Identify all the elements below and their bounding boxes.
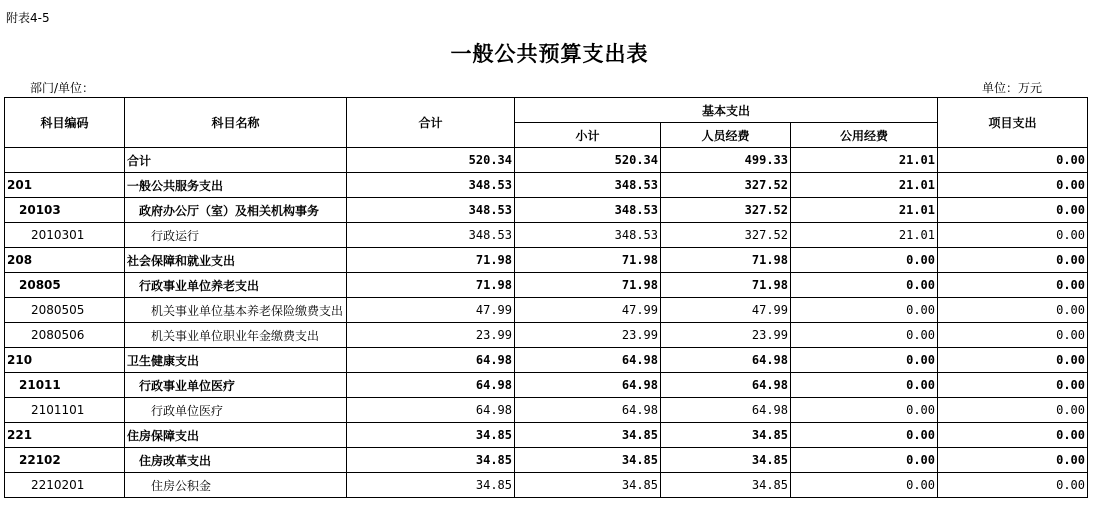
table-row [5,223,1088,248]
row-public: 21.01 [791,223,938,248]
row-public: 0.00 [791,298,938,323]
row-name: 政府办公厅（室）及相关机构事务 [125,198,347,223]
row-total: 34.85 [347,473,515,498]
row-subtotal: 348.53 [515,173,661,198]
row-total: 348.53 [347,223,515,248]
row-code: 221 [5,423,125,448]
row-code: 2080506 [5,323,125,348]
row-public: 0.00 [791,423,938,448]
row-name: 住房保障支出 [125,423,347,448]
row-code: 201 [5,173,125,198]
row-subtotal: 34.85 [515,448,661,473]
row-code: 2101101 [5,398,125,423]
table-row [5,473,1088,498]
row-personnel: 327.52 [661,173,791,198]
row-personnel: 71.98 [661,273,791,298]
row-project: 0.00 [938,198,1088,223]
row-total: 348.53 [347,173,515,198]
row-subtotal: 64.98 [515,373,661,398]
row-public: 21.01 [791,173,938,198]
row-public: 0.00 [791,473,938,498]
header-total: 合计 [347,98,515,148]
row-total: 71.98 [347,248,515,273]
row-code: 21011 [5,373,125,398]
header-personnel: 人员经费 [661,123,791,148]
row-project: 0.00 [938,223,1088,248]
row-total: 34.85 [347,448,515,473]
row-project: 0.00 [938,423,1088,448]
table-row [5,398,1088,423]
row-subtotal: 34.85 [515,423,661,448]
row-code: 2080505 [5,298,125,323]
row-code: 210 [5,348,125,373]
table-body [5,148,1088,498]
row-personnel: 327.52 [661,198,791,223]
table-row [5,423,1088,448]
row-name: 一般公共服务支出 [125,173,347,198]
row-total: 23.99 [347,323,515,348]
table-row [5,173,1088,198]
row-personnel: 34.85 [661,473,791,498]
row-name: 社会保障和就业支出 [125,248,347,273]
row-personnel: 499.33 [661,148,791,173]
table-row [5,448,1088,473]
row-personnel: 34.85 [661,448,791,473]
row-subtotal: 23.99 [515,323,661,348]
budget-table [4,97,1088,498]
row-total: 34.85 [347,423,515,448]
row-total: 348.53 [347,198,515,223]
header-public: 公用经费 [791,123,938,148]
row-project: 0.00 [938,148,1088,173]
row-project: 0.00 [938,323,1088,348]
department-label: 部门/单位： [30,81,95,95]
row-name: 机关事业单位基本养老保险缴费支出 [125,298,347,323]
row-personnel: 64.98 [661,348,791,373]
row-name: 行政事业单位医疗 [125,373,347,398]
header-code: 科目编码 [5,98,125,148]
row-public: 0.00 [791,373,938,398]
row-code: 20805 [5,273,125,298]
row-project: 0.00 [938,473,1088,498]
row-name: 行政运行 [125,223,347,248]
row-public: 21.01 [791,148,938,173]
row-public: 0.00 [791,323,938,348]
row-personnel: 64.98 [661,398,791,423]
row-total: 71.98 [347,273,515,298]
row-personnel: 64.98 [661,373,791,398]
row-public: 0.00 [791,348,938,373]
table-row [5,348,1088,373]
row-personnel: 327.52 [661,223,791,248]
row-personnel: 47.99 [661,298,791,323]
page-title: 一般公共预算支出表 [450,42,649,66]
row-name: 机关事业单位职业年金缴费支出 [125,323,347,348]
row-subtotal: 348.53 [515,223,661,248]
row-project: 0.00 [938,298,1088,323]
row-total: 47.99 [347,298,515,323]
row-public: 0.00 [791,398,938,423]
table-row [5,373,1088,398]
row-code: 20103 [5,198,125,223]
row-name: 合计 [125,148,347,173]
row-total: 64.98 [347,398,515,423]
row-project: 0.00 [938,398,1088,423]
row-code: 22102 [5,448,125,473]
row-public: 0.00 [791,248,938,273]
row-project: 0.00 [938,373,1088,398]
row-subtotal: 34.85 [515,473,661,498]
row-name: 卫生健康支出 [125,348,347,373]
row-project: 0.00 [938,248,1088,273]
row-personnel: 71.98 [661,248,791,273]
row-public: 0.00 [791,448,938,473]
row-project: 0.00 [938,273,1088,298]
header-name: 科目名称 [125,98,347,148]
header-project: 项目支出 [938,98,1088,148]
row-project: 0.00 [938,448,1088,473]
row-subtotal: 64.98 [515,398,661,423]
row-subtotal: 348.53 [515,198,661,223]
row-code: 2210201 [5,473,125,498]
row-code: 2010301 [5,223,125,248]
table-row [5,298,1088,323]
header-subtotal: 小计 [515,123,661,148]
row-subtotal: 71.98 [515,248,661,273]
row-subtotal: 64.98 [515,348,661,373]
row-personnel: 23.99 [661,323,791,348]
table-row [5,198,1088,223]
row-name: 住房改革支出 [125,448,347,473]
row-code: 208 [5,248,125,273]
row-total: 64.98 [347,348,515,373]
table-row [5,248,1088,273]
row-code [5,148,125,173]
row-subtotal: 47.99 [515,298,661,323]
row-total: 520.34 [347,148,515,173]
row-public: 0.00 [791,273,938,298]
row-total: 64.98 [347,373,515,398]
appendix-label: 附表4-5 [6,11,50,25]
row-name: 行政事业单位养老支出 [125,273,347,298]
row-project: 0.00 [938,348,1088,373]
table-row [5,148,1088,173]
table-row [5,273,1088,298]
row-subtotal: 520.34 [515,148,661,173]
row-name: 住房公积金 [125,473,347,498]
row-name: 行政单位医疗 [125,398,347,423]
unit-label: 单位：万元 [982,81,1043,95]
row-public: 21.01 [791,198,938,223]
row-subtotal: 71.98 [515,273,661,298]
row-personnel: 34.85 [661,423,791,448]
table-row [5,323,1088,348]
header-basic: 基本支出 [515,98,938,123]
row-project: 0.00 [938,173,1088,198]
